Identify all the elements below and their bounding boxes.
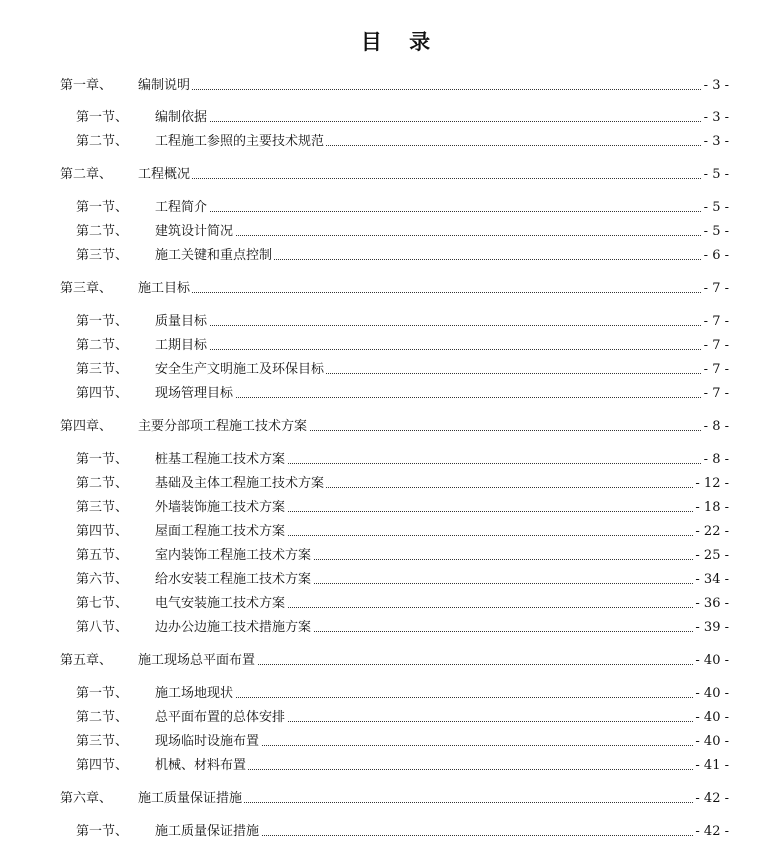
toc-section-entry[interactable] xyxy=(0,709,781,727)
toc-entry-page: - 41 - xyxy=(695,758,729,773)
toc-entry-title: 工期目标 xyxy=(155,338,208,353)
toc-entry-number: 第二节、 xyxy=(76,476,129,491)
toc-entry-page: - 42 - xyxy=(695,791,729,806)
toc-section-entry[interactable] xyxy=(0,823,781,841)
toc-entry-page: - 40 - xyxy=(695,686,729,701)
toc-section-entry[interactable] xyxy=(0,133,781,151)
toc-dot-leader xyxy=(157,121,725,122)
toc-entry-title: 施工质量保证措施 xyxy=(155,824,260,839)
toc-entry-page: - 40 - xyxy=(695,734,729,749)
toc-entry-title: 质量目标 xyxy=(155,314,208,329)
toc-entry-number: 第二节、 xyxy=(76,134,129,149)
toc-entry-number: 第六章、 xyxy=(60,791,113,806)
toc-entry-number: 第五章、 xyxy=(60,653,113,668)
toc-entry-title: 安全生产文明施工及环保目标 xyxy=(155,362,325,377)
toc-section-entry[interactable] xyxy=(0,313,781,331)
toc-entry-title: 工程简介 xyxy=(155,200,208,215)
toc-entry-title: 编制依据 xyxy=(155,110,208,125)
toc-dot-leader xyxy=(157,697,725,698)
toc-entry-page: - 40 - xyxy=(695,710,729,725)
toc-entry-title: 现场管理目标 xyxy=(155,386,234,401)
toc-entry-number: 第一节、 xyxy=(76,200,129,215)
toc-entry-number: 第二章、 xyxy=(60,167,113,182)
toc-entry-page: - 5 - xyxy=(703,167,729,182)
toc-entry-title: 屋面工程施工技术方案 xyxy=(155,524,286,539)
toc-entry-number: 第八节、 xyxy=(76,620,129,635)
toc-entry-number: 第四节、 xyxy=(76,524,129,539)
toc-dot-leader xyxy=(140,292,725,293)
toc-section-entry[interactable] xyxy=(0,337,781,355)
toc-section-entry[interactable] xyxy=(0,733,781,751)
toc-entry-number: 第四节、 xyxy=(76,758,129,773)
toc-section-entry[interactable] xyxy=(0,223,781,241)
toc-entry-number: 第六节、 xyxy=(76,572,129,587)
toc-entry-page: - 25 - xyxy=(695,548,729,563)
toc-dot-leader xyxy=(157,349,725,350)
toc-entry-title: 工程施工参照的主要技术规范 xyxy=(155,134,325,149)
toc-entry-page: - 7 - xyxy=(703,362,729,377)
toc-entry-title: 机械、材料布置 xyxy=(155,758,247,773)
toc-entry-page: - 40 - xyxy=(695,653,729,668)
toc-entry-title: 现场临时设施布置 xyxy=(155,734,260,749)
toc-section-entry[interactable] xyxy=(0,475,781,493)
toc-section-entry[interactable] xyxy=(0,757,781,775)
toc-entry-number: 第二节、 xyxy=(76,710,129,725)
toc-dot-leader xyxy=(157,235,725,236)
toc-entry-number: 第三章、 xyxy=(60,281,113,296)
toc-entry-number: 第一节、 xyxy=(76,824,129,839)
toc-section-entry[interactable] xyxy=(0,619,781,637)
toc-entry-title: 基础及主体工程施工技术方案 xyxy=(155,476,325,491)
toc-dot-leader xyxy=(157,325,725,326)
toc-entry-title: 总平面布置的总体安排 xyxy=(155,710,286,725)
toc-entry-number: 第一节、 xyxy=(76,314,129,329)
toc-entry-title: 外墙装饰施工技术方案 xyxy=(155,500,286,515)
toc-section-entry[interactable] xyxy=(0,571,781,589)
toc-entry-page: - 3 - xyxy=(703,110,729,125)
toc-section-entry[interactable] xyxy=(0,547,781,565)
toc-entry-page: - 18 - xyxy=(695,500,729,515)
toc-entry-page: - 5 - xyxy=(703,200,729,215)
toc-entry-title: 给水安装工程施工技术方案 xyxy=(155,572,312,587)
toc-entry-title: 施工质量保证措施 xyxy=(138,791,243,806)
toc-entry-number: 第一节、 xyxy=(76,686,129,701)
toc-entry-number: 第一节、 xyxy=(76,452,129,467)
toc-entry-page: - 22 - xyxy=(695,524,729,539)
toc-entry-title: 施工场地现状 xyxy=(155,686,234,701)
toc-dot-leader xyxy=(157,211,725,212)
toc-section-entry[interactable] xyxy=(0,199,781,217)
toc-chapter-entry[interactable] xyxy=(0,418,781,436)
toc-chapter-entry[interactable] xyxy=(0,790,781,808)
toc-entry-page: - 7 - xyxy=(703,314,729,329)
toc-section-entry[interactable] xyxy=(0,595,781,613)
toc-entry-title: 编制说明 xyxy=(138,78,191,93)
toc-dot-leader xyxy=(140,89,725,90)
toc-entry-number: 第三节、 xyxy=(76,362,129,377)
toc-entry-number: 第七节、 xyxy=(76,596,129,611)
toc-section-entry[interactable] xyxy=(0,109,781,127)
toc-dot-leader xyxy=(157,397,725,398)
toc-entry-page: - 42 - xyxy=(695,824,729,839)
toc-section-entry[interactable] xyxy=(0,499,781,517)
toc-entry-number: 第三节、 xyxy=(76,734,129,749)
toc-entry-number: 第三节、 xyxy=(76,248,129,263)
toc-entry-number: 第五节、 xyxy=(76,548,129,563)
toc-section-entry[interactable] xyxy=(0,451,781,469)
toc-section-entry[interactable] xyxy=(0,247,781,265)
page-title: 目 录 xyxy=(360,30,441,54)
toc-chapter-entry[interactable] xyxy=(0,652,781,670)
toc-entry-title: 电气安装施工技术方案 xyxy=(155,596,286,611)
toc-entry-page: - 7 - xyxy=(703,338,729,353)
toc-entry-number: 第二节、 xyxy=(76,338,129,353)
toc-entry-title: 边办公边施工技术措施方案 xyxy=(155,620,312,635)
toc-entry-page: - 36 - xyxy=(695,596,729,611)
toc-entry-title: 施工现场总平面布置 xyxy=(138,653,256,668)
toc-section-entry[interactable] xyxy=(0,361,781,379)
toc-section-entry[interactable] xyxy=(0,523,781,541)
toc-entry-number: 第三节、 xyxy=(76,500,129,515)
toc-entry-title: 桩基工程施工技术方案 xyxy=(155,452,286,467)
toc-section-entry[interactable] xyxy=(0,685,781,703)
toc-dot-leader xyxy=(140,178,725,179)
toc-entry-number: 第一章、 xyxy=(60,78,113,93)
toc-entry-page: - 8 - xyxy=(703,419,729,434)
toc-entry-page: - 39 - xyxy=(695,620,729,635)
toc-chapter-entry[interactable] xyxy=(0,166,781,184)
toc-entry-title: 工程概况 xyxy=(138,167,191,182)
toc-entry-number: 第二节、 xyxy=(76,224,129,239)
toc-chapter-entry[interactable] xyxy=(0,77,781,95)
toc-entry-title: 施工目标 xyxy=(138,281,191,296)
toc-entry-number: 第一节、 xyxy=(76,110,129,125)
toc-entry-page: - 3 - xyxy=(703,78,729,93)
toc-entry-page: - 6 - xyxy=(703,248,729,263)
toc-entry-title: 室内装饰工程施工技术方案 xyxy=(155,548,312,563)
toc-entry-number: 第四节、 xyxy=(76,386,129,401)
toc-entry-page: - 34 - xyxy=(695,572,729,587)
toc-entry-page: - 12 - xyxy=(695,476,729,491)
toc-entry-page: - 3 - xyxy=(703,134,729,149)
toc-entry-title: 施工关键和重点控制 xyxy=(155,248,273,263)
toc-entry-page: - 8 - xyxy=(703,452,729,467)
toc-entry-number: 第四章、 xyxy=(60,419,113,434)
toc-entry-page: - 7 - xyxy=(703,281,729,296)
toc-chapter-entry[interactable] xyxy=(0,280,781,298)
toc-entry-page: - 5 - xyxy=(703,224,729,239)
toc-section-entry[interactable] xyxy=(0,385,781,403)
toc-entry-title: 建筑设计简况 xyxy=(155,224,234,239)
toc-entry-page: - 7 - xyxy=(703,386,729,401)
toc-entry-title: 主要分部项工程施工技术方案 xyxy=(138,419,308,434)
